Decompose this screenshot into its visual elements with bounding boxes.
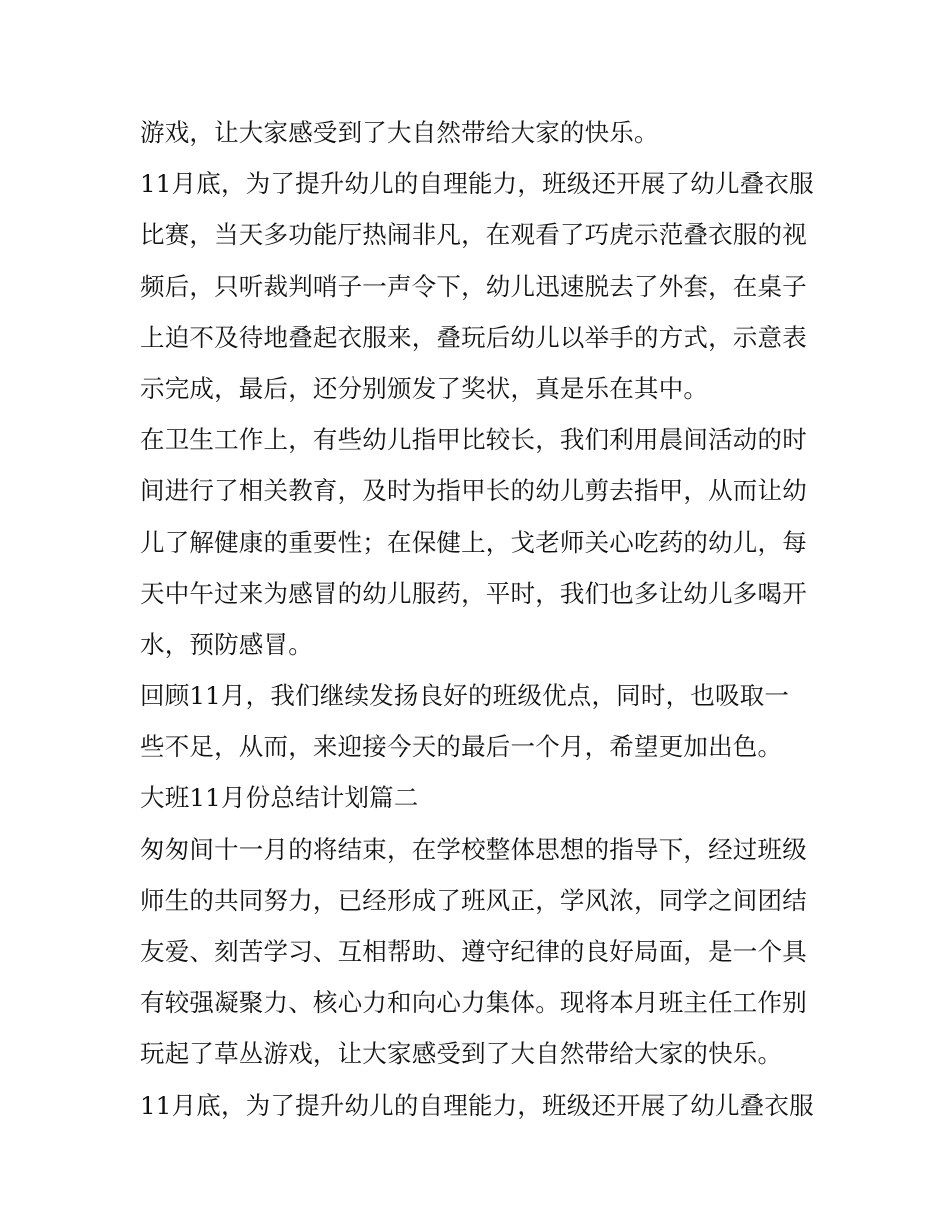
text-line: 回顾11月，我们继续发扬良好的班级优点，同时，也吸取一	[140, 681, 790, 711]
text-line: 有较强凝聚力、核心力和向心力集体。现将本月班主任工作别	[140, 988, 807, 1018]
text-line: 友爱、刻苦学习、互相帮助、遵守纪律的良好局面，是一个具	[140, 937, 807, 966]
text-line: 上迫不及待地叠起衣服来，叠玩后幼儿以举手的方式，示意表	[140, 322, 807, 352]
text-line: 频后，只听裁判哨子一声令下，幼儿迅速脱去了外套，在桌子	[140, 271, 807, 301]
text-line: 在卫生工作上，有些幼儿指甲比较长，我们利用晨间活动的时	[140, 425, 807, 455]
text-line: 师生的共同努力，已经形成了班风正，学风浓，同学之间团结	[140, 885, 807, 915]
text-line: 11月底，为了提升幼儿的自理能力，班级还开展了幼儿叠衣服	[140, 1090, 814, 1120]
text-line: 匆匆间十一月的将结束，在学校整体思想的指导下，经过班级	[140, 834, 807, 864]
text-line: 玩起了草丛游戏，让大家感受到了大自然带给大家的快乐。	[140, 1039, 783, 1069]
text-line: 儿了解健康的重要性；在保健上，戈老师关心吃药的幼儿，每	[140, 527, 807, 557]
text-line: 游戏，让大家感受到了大自然带给大家的快乐。	[140, 118, 659, 147]
text-line: 11月底，为了提升幼儿的自理能力，班级还开展了幼儿叠衣服	[140, 169, 814, 199]
section-heading: 大班11月份总结计划篇二	[140, 783, 419, 813]
text-line: 比赛，当天多功能厅热闹非凡，在观看了巧虎示范叠衣服的视	[140, 220, 807, 250]
text-line: 间进行了相关教育，及时为指甲长的幼儿剪去指甲，从而让幼	[140, 476, 807, 506]
text-line: 天中午过来为感冒的幼儿服药，平时，我们也多让幼儿多喝开	[140, 578, 807, 608]
text-line: 水，预防感冒。	[140, 629, 313, 659]
document-body	[140, 107, 820, 1131]
text-line: 些不足，从而，来迎接今天的最后一个月，希望更加出色。	[140, 732, 783, 762]
text-line: 示完成，最后，还分别颁发了奖状，真是乐在其中。	[140, 373, 709, 403]
